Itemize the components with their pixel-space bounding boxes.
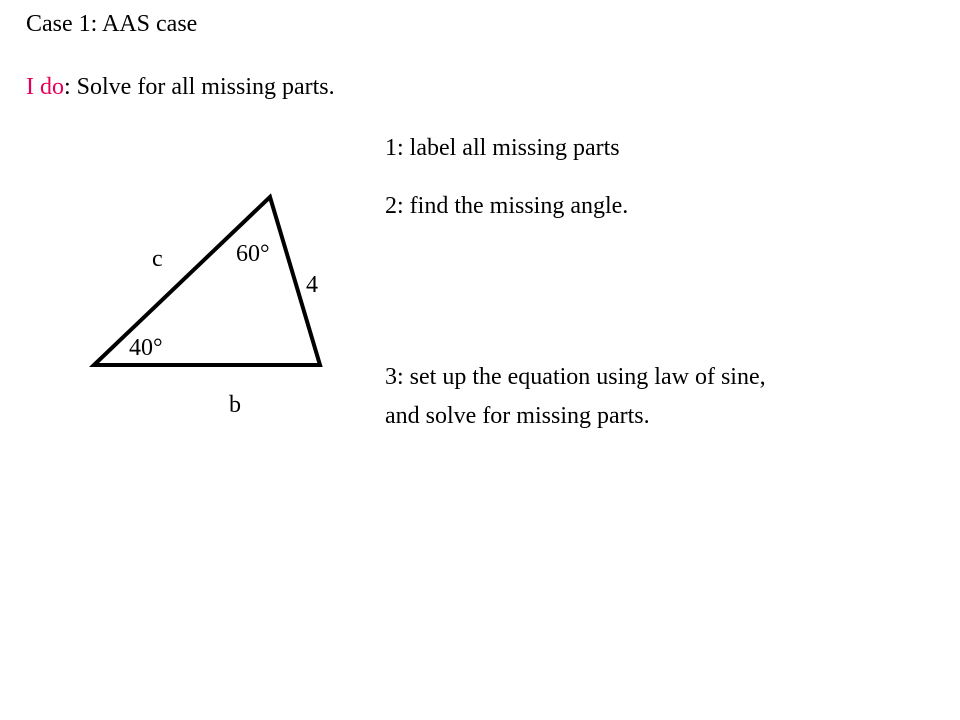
instruction-text: : Solve for all missing parts.	[64, 74, 335, 100]
step-3-text-line-1: 3: set up the equation using law of sine,	[385, 364, 766, 390]
left-angle-label: 40°	[129, 335, 163, 361]
side-c-label: c	[152, 246, 163, 272]
step-1-text: 1: label all missing parts	[385, 135, 620, 161]
side-b-label: b	[229, 392, 241, 418]
slide-title: Case 1: AAS case	[26, 11, 198, 37]
instruction-line	[26, 75, 335, 99]
i-do-label: I do	[26, 74, 64, 100]
triangle-shape	[94, 197, 320, 365]
step-3-text-line-2: and solve for missing parts.	[385, 403, 650, 429]
step-2-text: 2: find the missing angle.	[385, 193, 629, 219]
right-side-label: 4	[306, 272, 318, 298]
top-angle-label: 60°	[236, 241, 270, 267]
